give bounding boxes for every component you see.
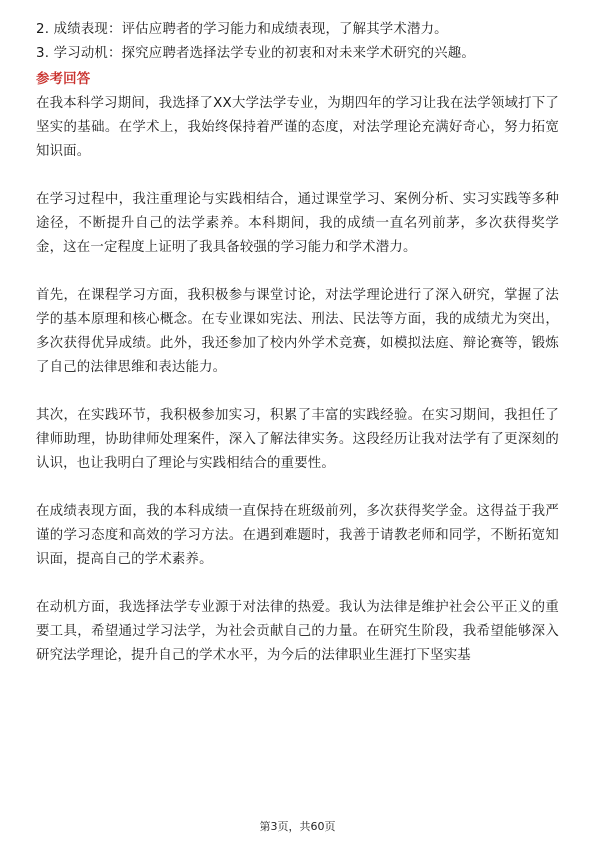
answer-paragraph: 在我本科学习期间，我选择了XX大学法学专业，为期四年的学习让我在法学领域打下了坚实的基础。在学术上，我始终保持着严谨的态度，对法学理论充满好奇心，努力拓宽知识面。	[36, 96, 559, 159]
criterion-item: 3. 学习动机：探究应聘者选择法学专业的初衷和对未来学术研究的兴趣。	[36, 46, 475, 61]
reference-answer-heading: 参考回答	[36, 72, 91, 87]
answer-paragraph: 在动机方面，我选择法学专业源于对法律的热爱。我认为法律是维护社会公平正义的重要工具，希望通过学习法学，为社会贡献自己的力量。在研究生阶段，我希望能够深入研究法学理论，提升自己的学术水平，为今后的法律职业生涯打下坚实基	[36, 600, 559, 663]
page-number: 第3页，共60页	[259, 820, 336, 833]
page-content	[36, 18, 559, 668]
answer-paragraph: 首先，在课程学习方面，我积极参与课堂讨论，对法学理论进行了深入研究，掌握了法学的基本原理和核心概念。在专业课如宪法、刑法、民法等方面，我的成绩尤为突出，多次获得优异成绩。此外，我还参加了校内外学术竞赛，如模拟法庭、辩论赛等，锻炼了自己的法律思维和表达能力。	[36, 288, 559, 375]
answer-paragraph: 在成绩表现方面，我的本科成绩一直保持在班级前列，多次获得奖学金。这得益于我严谨的学习态度和高效的学习方法。在遇到难题时，我善于请教老师和同学，不断拓宽知识面，提高自己的学术素养。	[36, 504, 559, 567]
answer-paragraph: 在学习过程中，我注重理论与实践相结合，通过课堂学习、案例分析、实习实践等多种途径，不断提升自己的法学素养。本科期间，我的成绩一直名列前茅，多次获得奖学金，这在一定程度上证明了我具备较强的学习能力和学术潜力。	[36, 192, 559, 255]
criterion-item: 2. 成绩表现：评估应聘者的学习能力和成绩表现，了解其学术潜力。	[36, 22, 448, 37]
answer-paragraph: 其次，在实践环节，我积极参加实习，积累了丰富的实践经验。在实习期间，我担任了律师助理，协助律师处理案件，深入了解法律实务。这段经历让我对法学有了更深刻的认识，也让我明白了理论与实践相结合的重要性。	[36, 408, 559, 471]
